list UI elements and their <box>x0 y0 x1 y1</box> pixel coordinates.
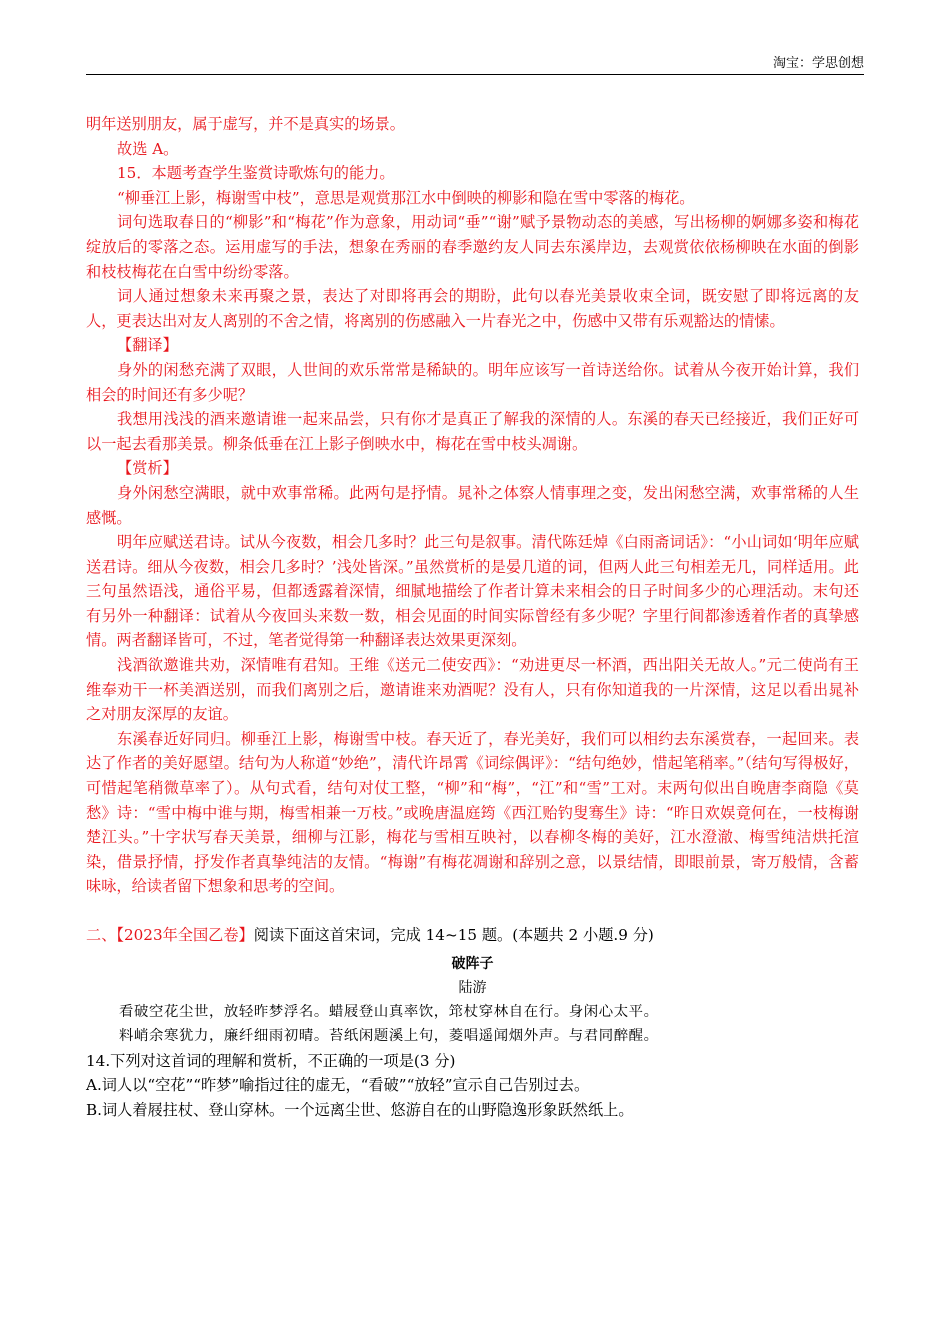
option-b: B.词人着屐拄杖、登山穿林。一个远离尘世、悠游自在的山野隐逸形象跃然纸上。 <box>86 1100 634 1119</box>
poem-title: 破阵子 <box>451 955 494 972</box>
document-body <box>86 112 859 1123</box>
appreciation-paragraph: 明年应赋送君诗。试从今夜数，相会几多时？此三句是叙事。清代陈廷焯《白雨斋词话》：“小山词如‘明年应赋送君诗。细从今夜数，相会几多时？’浅处皆深。”虽然赏析的是晏几道的词，但两人此三句相差无几，同样适用。此三句虽然语浅，通俗平易，但都透露着深情，细腻地描绘了作者计算未来相会的日子时间多少的心理活动。末句还有另外一种翻译：试着从今夜回头来数一数，相会见面的时间实际曾经有多少呢？字里行间都渗透着作者的真挚感情。两者翻译皆可，不过，笔者觉得第一种翻译表达效果更深刻。 <box>86 533 859 650</box>
option-a: A.词人以“空花”“昨梦”喻指过往的虚无，“看破”“放轻”宣示自己告别过去。 <box>86 1076 590 1095</box>
question-14: 14.下列对这首词的理解和赏析，不正确的一项是(3 分) <box>86 1051 456 1070</box>
appreciation-paragraph: 东溪春近好同归。柳垂江上影，梅谢雪中枝。春天近了，春光美好，我们可以相约去东溪赏春，一起回来。表达了作者的美好愿望。结句为人称道“妙绝”，清代许昂霄《词综偶评》：“结句绝妙，惜起笔稍率。”（结句写得极好，可惜起笔稍微草率了）。从句式看，结句对仗工整，“柳”和“梅”，“江”和“雪”工对。末两句似出自晚唐李商隐《莫愁》诗：“雪中梅中谁与期，梅雪相兼一万枝。”或晚唐温庭筠《西江贻钓叟骞生》诗：“昨日欢娱竟何在，一枝梅谢楚江头。”十字状写春天美景，细柳与江影，梅花与雪相互映衬，以春柳冬梅的美好，江水澄澈、梅雪纯洁烘托渲染，借景抒情，抒发作者真挚纯洁的友情。“梅谢”有梅花凋谢和辞别之意，以景结情，即眼前景，寄万般情，含蓄味咏，给读者留下想象和思考的空间。 <box>86 729 859 896</box>
section-prefix: 二、 <box>86 926 117 944</box>
section-2-heading <box>86 923 859 948</box>
appreciation-paragraph: 浅酒欲邀谁共劝，深情唯有君知。王维《送元二使安西》：“劝进更尽一杯酒，西出阳关无故人。”元二使尚有王维奉劝干一杯美酒送别，而我们离别之后，邀请谁来劝酒呢？没有人，只有你知道我的一片深情，这足以看出晁补之对朋友深厚的友谊。 <box>86 656 859 724</box>
appreciation-paragraph: 身外闲愁空满眼，就中欢事常稀。此两句是抒情。晁补之体察人情事理之变，发出闲愁空满，欢事常稀的人生感慨。 <box>86 483 859 527</box>
answer-paragraph: 词人通过想象未来再聚之景，表达了对即将再会的期盼，此句以春光美景收束全词，既安慰了即将远离的友人，更表达出对友人离别的不舍之情，将离别的伤感融入一片春光之中，伤感中又带有乐观豁达的情愫。 <box>86 287 859 330</box>
answer-paragraph: 明年送别朋友，属于虚写，并不是真实的场景。 <box>86 115 405 133</box>
translation-paragraph: 我想用浅浅的酒来邀请谁一起来品尝，只有你才是真正了解我的深情的人。东溪的春天已经接近，我们正好可以一起去看那美景。柳条低垂在江上影子倒映水中，梅花在雪中枝头凋谢。 <box>86 410 859 453</box>
section-instruction: 阅读下面这首宋词，完成 14~15 题。(本题共 2 小题.9 分) <box>253 926 654 944</box>
exam-source: 【2023年全国乙卷】 <box>116 926 254 944</box>
page-header <box>86 56 864 75</box>
appreciation-heading: 【赏析】 <box>117 459 178 478</box>
question-15-analysis: 15．本题考查学生鉴赏诗歌炼句的能力。 <box>117 164 395 183</box>
header-text: 淘宝：学思创想 <box>772 56 864 71</box>
poem-line: 看破空花尘世，放轻昨梦浮名。蜡屐登山真率饮，筇杖穿林自在行。身闲心太平。 <box>119 1003 659 1020</box>
translation-heading: 【翻译】 <box>117 336 178 355</box>
poem-author: 陆游 <box>458 979 487 996</box>
answer-paragraph: “柳垂江上影，梅谢雪中枝”，意思是观赏那江水中倒映的柳影和隐在雪中零落的梅花。 <box>117 188 695 207</box>
answer-choice: 故选 A。 <box>117 139 179 158</box>
answer-paragraph: 词句选取春日的“柳影”和“梅花”作为意象，用动词“垂”“谢”赋予景物动态的美感，写出杨柳的婀娜多姿和梅花绽放后的零落之态。运用虚写的手法，想象在秀丽的春季邀约友人同去东溪岸边，去观赏依依杨柳映在水面的倒影和枝枝梅花在白雪中纷纷零落。 <box>86 213 859 281</box>
poem-line: 料峭余寒犹力，廉纤细雨初晴。苔纸闲题溪上句，菱唱遥闻烟外声。与君同醉醒。 <box>119 1028 659 1045</box>
translation-paragraph: 身外的闲愁充满了双眼，人世间的欢乐常常是稀缺的。明年应该写一首诗送给你。试着从今夜开始计算，我们相会的时间还有多少呢？ <box>86 360 859 404</box>
